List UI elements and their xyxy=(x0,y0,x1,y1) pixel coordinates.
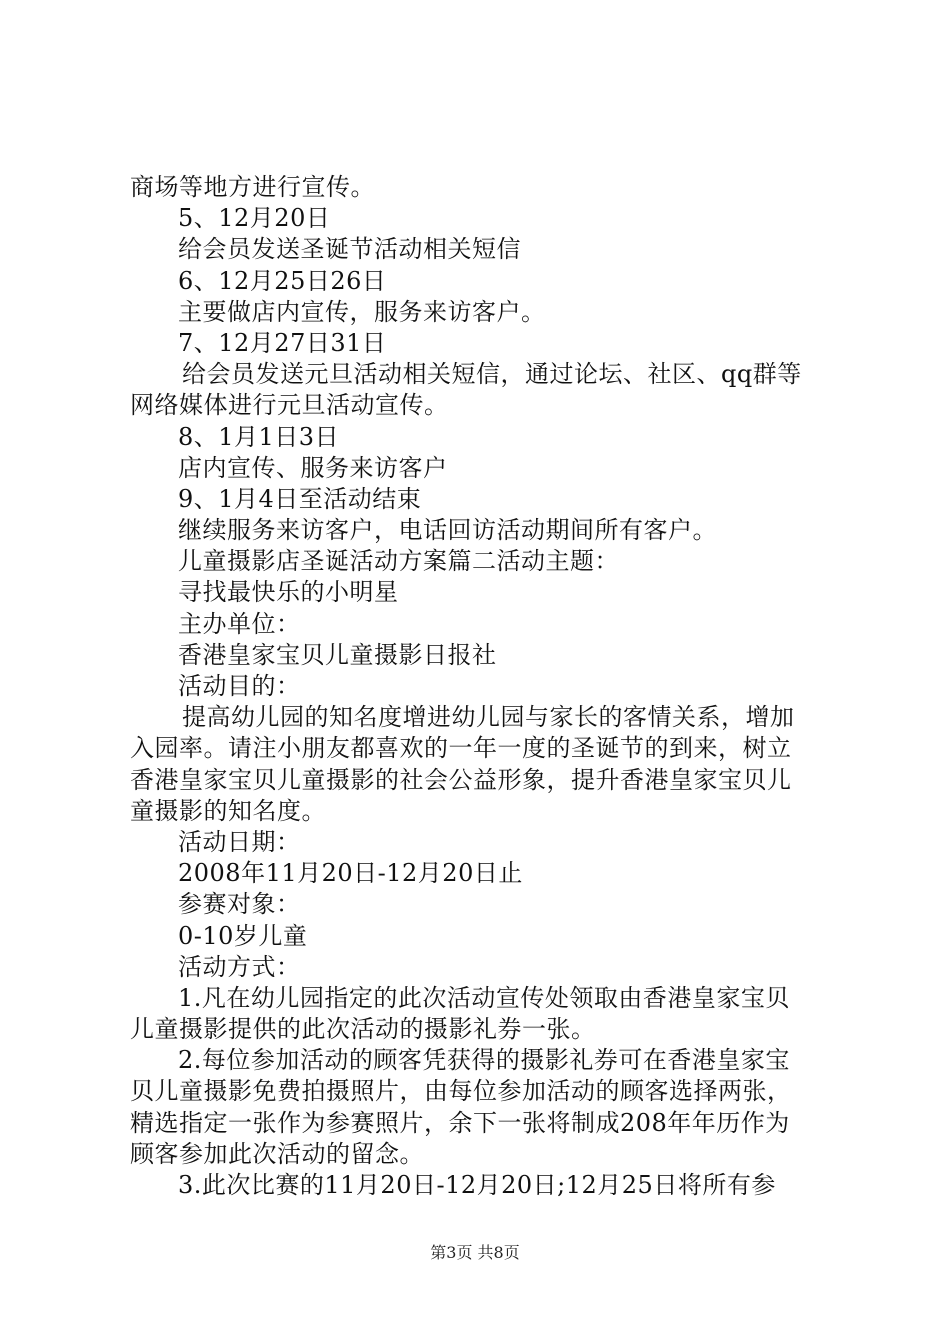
text-line: 贝儿童摄影免费拍摄照片，由每位参加活动的顾客选择两张， xyxy=(130,1077,792,1106)
text-line: 网络媒体进行元旦活动宣传。 xyxy=(130,391,449,420)
text-line: 7、12月27日31日 xyxy=(178,328,387,357)
text-line: 主办单位： xyxy=(178,609,301,638)
text-line: 2008年11月20日-12月20日止 xyxy=(178,859,523,888)
text-line: 商场等地方进行宣传。 xyxy=(130,173,375,201)
text-line: 8、1月1日3日 xyxy=(178,422,340,451)
text-line: 1.凡在幼儿园指定的此次活动宣传处领取由香港皇家宝贝 xyxy=(178,983,790,1012)
text-line: 香港皇家宝贝儿童摄影的社会公益形象，提升香港皇家宝贝儿 xyxy=(130,765,792,794)
text-line: 寻找最快乐的小明星 xyxy=(178,578,399,607)
text-line: 儿童摄影店圣诞活动方案篇二活动主题： xyxy=(178,547,619,576)
text-line: 0-10岁儿童 xyxy=(178,921,308,950)
text-line: 活动日期： xyxy=(178,827,301,856)
text-line: 2.每位参加活动的顾客凭获得的摄影礼券可在香港皇家宝 xyxy=(178,1046,790,1075)
text-line: 6、12月25日26日 xyxy=(178,266,387,295)
text-line: 店内宣传、服务来访客户 xyxy=(178,453,448,482)
text-line: 提高幼儿园的知名度增进幼儿园与家长的客情关系，增加 xyxy=(182,703,795,732)
text-line: 5、12月20日 xyxy=(178,204,331,233)
text-line: 儿童摄影提供的此次活动的摄影礼券一张。 xyxy=(130,1015,596,1044)
page-footer: 第3页 共8页 xyxy=(430,1243,520,1262)
text-line: 顾客参加此次活动的留念。 xyxy=(130,1139,424,1168)
text-line: 入园率。请注小朋友都喜欢的一年一度的圣诞节的到来，树立 xyxy=(130,734,792,763)
document-body xyxy=(130,172,830,1201)
text-line: 给会员发送圣诞节活动相关短信 xyxy=(178,235,521,264)
text-line: 主要做店内宣传，服务来访客户。 xyxy=(178,297,546,326)
text-line: 给会员发送元旦活动相关短信，通过论坛、社区、qq群等 xyxy=(182,360,802,389)
text-line: 精选指定一张作为参赛照片，余下一张将制成208年年历作为 xyxy=(130,1108,790,1137)
text-line: 香港皇家宝贝儿童摄影日报社 xyxy=(178,640,497,669)
text-line: 活动目的： xyxy=(178,672,301,700)
text-line: 继续服务来访客户，电话回访活动期间所有客户。 xyxy=(178,516,717,545)
text-line: 参赛对象： xyxy=(178,890,301,919)
text-line: 9、1月4日至活动结束 xyxy=(178,484,422,513)
text-line: 3.此次比赛的11月20日-12月20日;12月25日将所有参 xyxy=(178,1171,776,1199)
text-line: 活动方式： xyxy=(178,952,301,981)
text-line: 童摄影的知名度。 xyxy=(130,796,326,825)
